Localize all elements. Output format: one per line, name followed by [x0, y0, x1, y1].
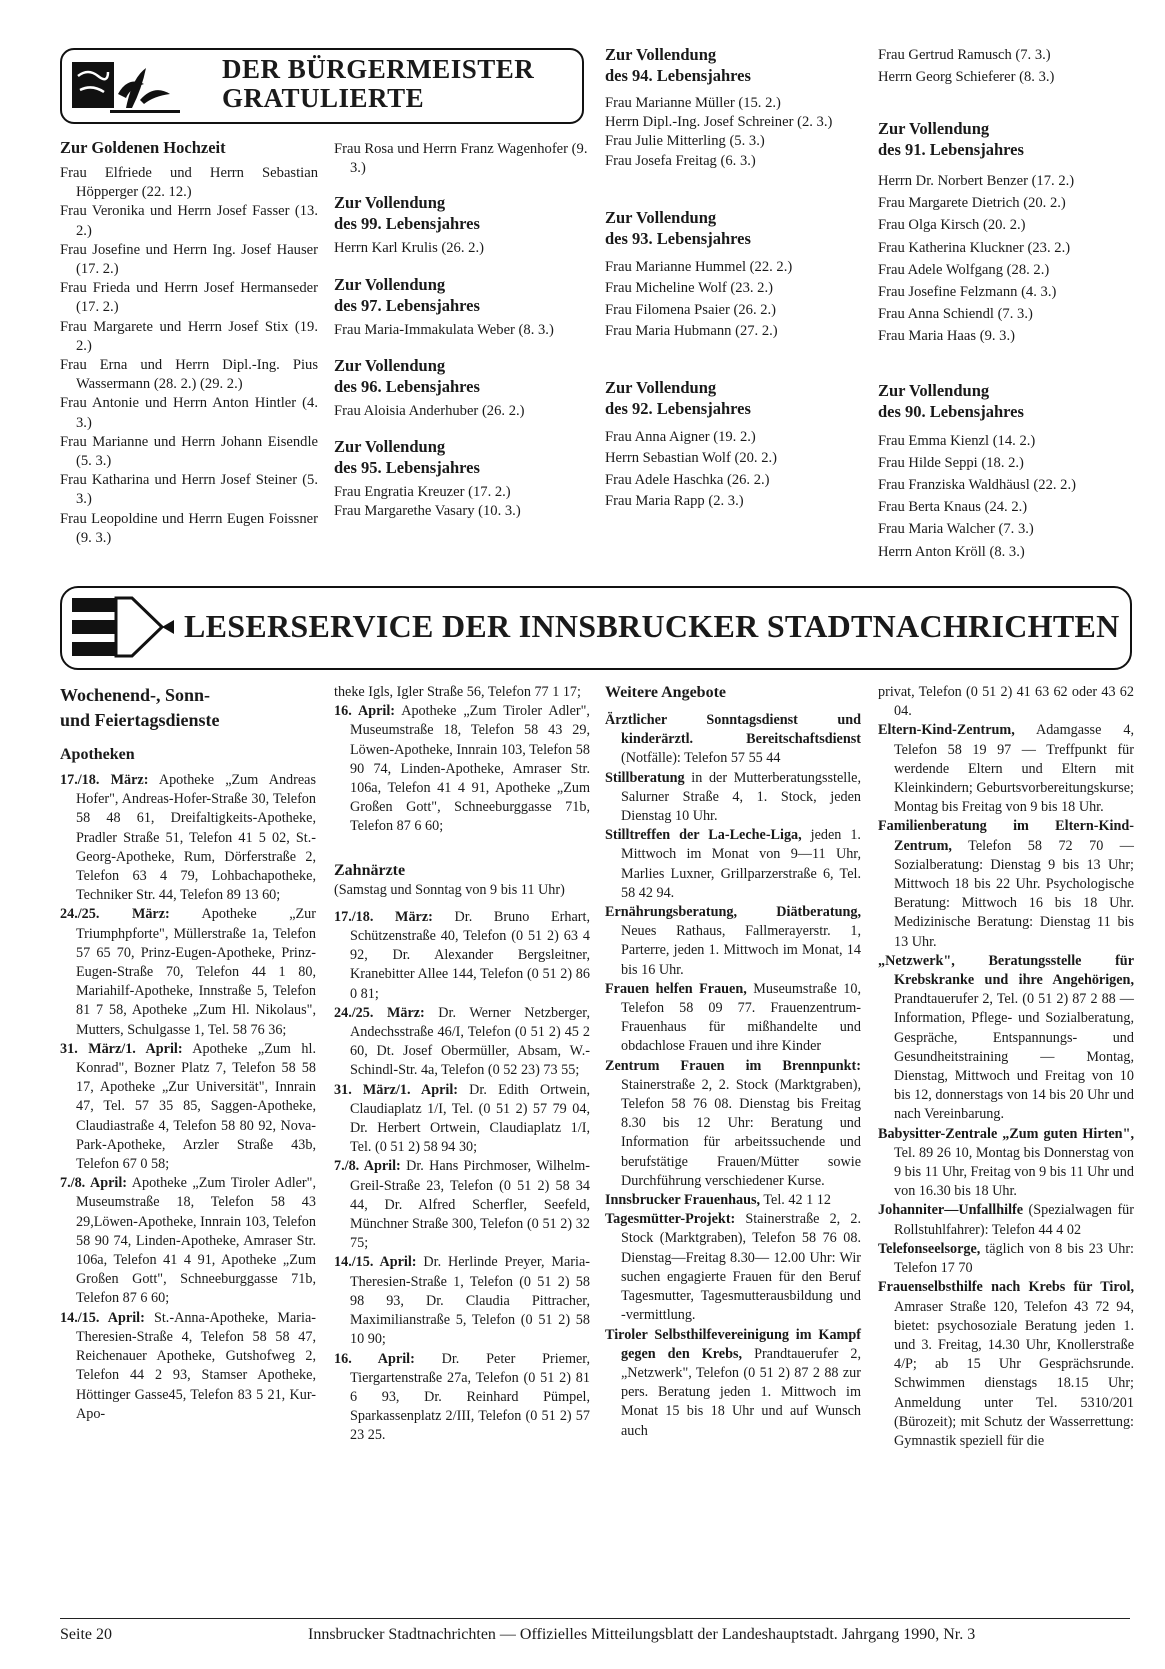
list-item: Frau Leopoldine und Herrn Eugen Foissner (9. 3.): [60, 510, 318, 546]
entry-date: 14./15. April:: [334, 1254, 417, 1271]
entry-text: Apotheke „Zum hl. Konrad", Bozner Platz 7, Telefon 58 58 17, Apotheke „Zur Universität", Innrain 47, Tel. 57 35 85, Saggen-Apotheke, Claudiastraße 4, Telefon 58 80 92, Nova-Park-Apotheke, Arzler Straße 43b, Telefon 67 0 58;: [76, 1040, 316, 1173]
entry-title: Johanniter—Unfallhilfe: [878, 1202, 1024, 1219]
subsection-heading: Zahnärzte: [334, 861, 406, 879]
entry-title: Frauenselbsthilfe nach Krebs für Tirol,: [878, 1279, 1134, 1296]
service-column-3: [605, 683, 861, 1441]
heading-line: des 92. Lebensjahres: [605, 398, 751, 418]
list-item: [60, 1040, 316, 1174]
list-item: [878, 1278, 1134, 1451]
list-item: Frau Micheline Wolf (23. 2.): [605, 280, 773, 297]
entry-date: 24./25. März:: [334, 1004, 425, 1021]
list-item: [878, 1240, 1134, 1278]
list-item: Frau Adele Wolfgang (28. 2.): [878, 261, 1050, 278]
list-item: Frau Emma Kienzl (14. 2.): [878, 432, 1036, 449]
entry-text: Stainerstraße 2, 2. Stock (Marktgraben), Telefon 58 76 08. Dienstag bis Freitag 8.30 bis 12 Uhr: Beratung und Information für arbeitssuchende und berufstätige Frauen/Mütter sowie Durchführung verschiedener Kurse.: [621, 1076, 861, 1189]
list-item: Frau Josefine und Herrn Ing. Josef Hauser (17. 2.): [60, 241, 318, 278]
section-heading: [605, 207, 867, 249]
entry-text: Apotheke „Zum Andreas Hofer", Andreas-Hofer-Straße 30, Telefon 58 48 61, Dreifaltigkeits-Apotheke, Pradler Straße 51, Telefon 41 5 02, St.-Georg-Apotheke, Rum, Dörferstraße 2, Telefon 63 4 79, Lohbachapotheke, Techniker Str. 44, Telefon 89 13 60;: [76, 772, 316, 904]
list-item: Frau Josefa Freitag (6. 3.): [605, 152, 756, 169]
list-item: [334, 702, 590, 836]
list-item: Frau Veronika und Herrn Josef Fasser (13. 2.): [60, 203, 318, 239]
heading-line: des 93. Lebensjahres: [605, 228, 751, 248]
entry-text: Dr. Edith Ortwein, Claudiaplatz 1/I, Tel. (0 51 2) 57 79 04, Dr. Herbert Ortwein, Claudiaplatz 1/I, Tel. (0 51 2) 58 94 30;: [350, 1081, 591, 1156]
list-item: [60, 1309, 316, 1424]
list-item: [334, 1081, 590, 1158]
entry-date: 16. April:: [334, 703, 395, 720]
list-item: [878, 721, 1134, 817]
list-item: Frau Margarethe Vasary (10. 3.): [334, 503, 521, 520]
entry-date: 7./8. April:: [60, 1175, 127, 1192]
entry-title: Frauen helfen Frauen,: [605, 980, 747, 997]
section-heading: [878, 118, 1136, 160]
list-item: [60, 771, 316, 905]
entry-text: Neues Rathaus, Fallmerayerstr. 1, Parterre, jeden 1. Mittwoch im Monat, 14 bis 16 Uhr.: [621, 923, 861, 978]
list-item: Frau Anna Schiendl (7. 3.): [878, 306, 1033, 323]
banner-title-line1: DER BÜRGERMEISTER: [222, 54, 535, 84]
entry-text: Apotheke „Zum Tiroler Adler", Museumstraße 18, Telefon 58 43 29, Löwen-Apotheke, Innrain 103, Telefon 58 90 74, Linden-Apotheke, Amraser Str. 106a, Telefon 41 4 91, Apotheke „Zum Großen Gott", Schneeburggasse 71b, Telefon 87 6 60;: [350, 703, 590, 835]
entry-title: Stilltreffen der La-Leche-Liga,: [605, 827, 802, 844]
entry-text: jeden 1. Mittwoch im Monat von 9—11 Uhr, Marlies Luxner, Grillparzerstraße 6, Tel. 58 42 94.: [621, 827, 861, 901]
list-item: [605, 1191, 861, 1210]
list-item: [334, 1253, 590, 1349]
list-item: Frau Marianne Müller (15. 2.): [605, 95, 781, 111]
entry-text: Telefon 58 72 70 — Sozialberatung: Dienstag 9 bis 13 Uhr; Mittwoch 18 bis 22 Uhr. Psychologische Beratung: Mittwoch 16 bis 18 Uhr. Medizinische Beratung: Dienstag 11 bis 13 Uhr.: [894, 837, 1134, 950]
section-heading: [605, 377, 867, 419]
heading-line: Zur Vollendung: [605, 377, 717, 397]
entry-title: Babysitter-Zentrale „Zum guten Hirten",: [878, 1125, 1134, 1142]
entry-text: St.-Anna-Apotheke, Maria-Theresien-Straße 4, Telefon 58 58 47, Reichenauer Apotheke, Gutshofweg 2, Telefon 44 2 93, Stamser Apotheke, Höttinger Gasse45, Telefon 83 5 21, Kur-Apo-: [76, 1309, 316, 1422]
entry-text: täglich von 8 bis 23 Uhr: Telefon 17 70: [894, 1240, 1134, 1277]
heading-line: des 95. Lebensjahres: [334, 458, 480, 478]
entry-date: 7./8. April:: [334, 1158, 401, 1175]
entry-text: Dr. Hans Pirchmoser, Wilhelm-Greil-Straße 23, Telefon (0 51 2) 58 34 44, Dr. Alfred Scherfler, Seefeld, Münchner Straße 300, Telefon (0 51 2) 32 75;: [350, 1158, 590, 1252]
list-item: Herrn Anton Kröll (8. 3.): [878, 543, 1025, 560]
list-item: Frau Katherina Kluckner (23. 2.): [878, 239, 1071, 256]
list-item: Frau Frieda und Herrn Josef Hermanseder (17. 2.): [60, 280, 318, 316]
heading-line: Zur Vollendung: [334, 193, 446, 213]
entry-text: (Spezialwagen für Rollstuhlfahrer): Telefon 44 4 02: [894, 1202, 1134, 1238]
service-banner-title: LESERSERVICE DER INNSBRUCKER STADTNACHRICHTEN: [184, 608, 1120, 644]
schedule-note: (Samstag und Sonntag von 9 bis 11 Uhr): [334, 881, 565, 898]
list-item: Frau Franziska Waldhäusl (22. 2.): [878, 477, 1076, 494]
entry-text: Prandtauerufer 2, Tel. (0 51 2) 87 2 88 — Information, Pflege- und Sozialberatung, Gespräche, Entspannungs- und Gesundheitstraining — Montag, Dienstag, Mittwoch und Freitag von 10 bis 12, donnerstags von 14 bis 20 Uhr und nach Vereinbarung.: [894, 991, 1134, 1123]
heading-line: Zur Vollendung: [334, 355, 446, 375]
entry-title: Telefonseelsorge,: [878, 1240, 981, 1257]
list-item: Frau Berta Knaus (24. 2.): [878, 499, 1028, 516]
page-footer: [60, 1625, 1130, 1645]
birthday-column-4: [878, 44, 1136, 563]
section-heading: [878, 380, 1136, 422]
list-item: [605, 903, 861, 980]
entry-title: Stillberatung: [605, 769, 685, 786]
heading-line: Zur Vollendung: [605, 207, 717, 227]
banner-title-line2: GRATULIERTE: [222, 83, 425, 113]
entry-title: Ärztlicher Sonntagsdienst und kinderärztl. Bereitschaftsdienst: [605, 712, 861, 748]
entry-text: (Notfälle): Telefon 57 55 44: [621, 750, 781, 767]
entry-date: 31. März/1. April:: [334, 1081, 458, 1098]
heading-line: des 99. Lebensjahres: [334, 214, 480, 234]
list-item: Frau Anna Aigner (19. 2.): [605, 428, 756, 445]
heading-line: Zur Vollendung: [334, 437, 446, 457]
list-item: [878, 1125, 1134, 1202]
heading-line: Zur Vollendung: [605, 45, 717, 64]
list-item: [334, 1157, 590, 1253]
list-item: [878, 817, 1134, 951]
entry-date: 31. März/1. April:: [60, 1040, 183, 1057]
entry-date: 14./15. April:: [60, 1309, 145, 1326]
section-heading: Weitere Angebote: [605, 684, 727, 701]
entry-date: 16. April:: [334, 1350, 415, 1367]
list-item: Frau Antonie und Herrn Anton Hintler (4. 3.): [60, 395, 318, 431]
list-item: Frau Margarete und Herrn Josef Stix (19. 2.): [60, 318, 318, 354]
list-item: Frau Josefine Felzmann (4. 3.): [878, 284, 1057, 301]
publication-line: Innsbrucker Stadtnachrichten — Offizielles Mitteilungsblatt der Landeshauptstadt. Jahrgang 1990, Nr. 3: [308, 1626, 976, 1643]
list-item: [605, 826, 861, 903]
entry-text: Amraser Straße 120, Telefon 43 72 94, bietet: psychosoziale Beratung jeden 1. und 3. Freitag, 14.30 Uhr, Knollerstraße 4/P; ab 15 Uhr Gesprächsrunde. Schwimmen dienstags 18.15 Uhr; Anmeldung unter Tel. 5310/201 (Bürozeit); mit Schutz der Wasserrettung: Gymnastik speziell für die: [894, 1298, 1134, 1449]
service-column-2: [334, 683, 590, 1446]
section-heading: [605, 44, 867, 86]
heading-line: Zur Vollendung: [878, 380, 990, 400]
list-item: [878, 683, 1134, 721]
entry-text: Dr. Werner Netzberger, Andechsstraße 46/I, Telefon (0 51 2) 45 2 60, Dt. Josef Obermüller, Absam, W.-Schindl-Str. 4a, Telefon (0 52 23) 73 55;: [350, 1004, 590, 1079]
section-heading: [334, 192, 594, 234]
entry-text: in der Mutterberatungsstelle, Salurner Straße 4, 1. Stock, jeden Dienstag 10 Uhr.: [621, 769, 861, 825]
entry-text: Tel. 89 26 10, Montag bis Donnerstag von 9 bis 11 Uhr, Freitag von 9 bis 11 Uhr und von 16.30 bis 18 Uhr.: [894, 1144, 1134, 1200]
list-item: Frau Adele Haschka (26. 2.): [605, 471, 770, 488]
list-item: Frau Hilde Seppi (18. 2.): [878, 454, 1024, 471]
list-item: Herrn Karl Krulis (26. 2.): [334, 240, 484, 257]
list-item: [605, 769, 861, 827]
reader-service-banner: [60, 586, 1132, 670]
section-heading: [334, 436, 594, 478]
list-item: [60, 1174, 316, 1308]
list-item: Frau Maria Walcher (7. 3.): [878, 521, 1034, 538]
entry-title: Zentrum Frauen im Brennpunkt:: [605, 1057, 861, 1074]
heading-line: des 96. Lebensjahres: [334, 376, 480, 396]
list-item: [605, 711, 861, 769]
list-item: [605, 1326, 861, 1441]
list-item: [605, 980, 861, 1057]
list-item: Frau Gertrud Ramusch (7. 3.): [878, 47, 1051, 63]
list-item: [878, 952, 1134, 1125]
heading-line: des 90. Lebensjahres: [878, 401, 1024, 421]
entry-text: privat, Telefon (0 51 2) 41 63 62 oder 43 62 04.: [878, 684, 1134, 720]
list-item: [605, 1210, 861, 1325]
page-number: Seite 20: [60, 1626, 112, 1643]
list-item: Frau Marianne Hummel (22. 2.): [605, 258, 793, 275]
list-item: Frau Olga Kirsch (20. 2.): [878, 217, 1026, 234]
entry-title: Familienberatung im Eltern-Kind-Zentrum,: [878, 818, 1134, 854]
section-heading: Zur Goldenen Hochzeit: [60, 138, 226, 157]
list-item: Frau Aloisia Anderhuber (26. 2.): [334, 402, 525, 419]
entry-text: Tel. 42 1 12: [760, 1192, 831, 1209]
entry-title: Tagesmütter-Projekt:: [605, 1211, 736, 1228]
list-item: Frau Julie Mitterling (5. 3.): [605, 133, 765, 150]
heading-line: des 94. Lebensjahres: [605, 66, 751, 85]
list-item: [334, 908, 590, 1004]
entry-text: Dr. Peter Priemer, Tiergartenstraße 27a, Telefon (0 51 2) 81 6 93, Dr. Reinhard Pümpel, Sparkassenplatz 2/III, Telefon (0 51 2) 57 23 25.: [350, 1350, 590, 1444]
section-heading: [334, 274, 594, 316]
service-column-4: [878, 683, 1134, 1451]
heading-line: Zur Vollendung: [334, 274, 446, 294]
list-item: Herrn Georg Schieferer (8. 3.): [878, 69, 1055, 85]
entry-text: Adamgasse 4, Telefon 58 19 97 — Treffpunkt für werdende Eltern und Eltern mit Kleinkindern; Geburtsvorbereitungskurse; Montag bis Freitag von 9 bis 18 Uhr.: [894, 722, 1134, 816]
entry-text: Apotheke „Zur Triumphpforte", Müllerstraße 1a, Telefon 57 65 70, Prinz-Eugen-Apotheke, Prinz-Eugen-Straße 70, Telefon 44 1 80, Mariahilf-Apotheke, Innstraße 5, Telefon 81 7 58, Apotheke „Zum Hl. Nikolaus", Mutters, Schulgasse 1, Tel. 58 76 36;: [76, 906, 317, 1038]
list-item: Herrn Sebastian Wolf (20. 2.): [605, 450, 778, 467]
entry-date: 17./18. März:: [334, 908, 433, 925]
list-item: Herrn Dr. Norbert Benzer (17. 2.): [878, 173, 1075, 189]
entry-text: Stainerstraße 2, 2. Stock (Marktgraben), Telefon 58 76 08. Dienstag—Freitag 8.30— 12.00 Uhr: Wir suchen engagierte Frauen für den Beruf Tagesmutter, Tagesmutterausbildung und -vermittlung.: [621, 1211, 861, 1324]
entry-text: Museumstraße 10, Telefon 58 09 77. Frauenzentrum-Frauenhaus für mißhandelte und obdachlose Frauen und ihre Kinder: [621, 980, 861, 1055]
list-item: Frau Engratia Kreuzer (17. 2.): [334, 484, 511, 501]
golden-wedding-column: [60, 137, 318, 548]
list-item: Herrn Dipl.-Ing. Josef Schreiner (2. 3.): [605, 114, 833, 131]
list-item: Frau Maria Hubmann (27. 2.): [605, 323, 778, 340]
mayor-banner: [60, 48, 584, 124]
list-item: Frau Maria Rapp (2. 3.): [605, 493, 744, 510]
list-item: [334, 683, 590, 702]
list-item: Frau Erna und Herrn Dipl.-Ing. Pius Wassermann (28. 2.) (29. 2.): [60, 357, 318, 393]
heading-line: und Feiertagsdienste: [60, 710, 220, 730]
heading-line: Wochenend-, Sonn-: [60, 685, 211, 705]
service-column-1: [60, 683, 316, 1424]
section-heading: [60, 683, 316, 733]
subsection-heading: Apotheken: [60, 746, 135, 763]
list-item: Frau Katharina und Herrn Josef Steiner (5. 3.): [60, 472, 318, 508]
pencil-arrow-icon: [72, 596, 182, 658]
heading-line: des 91. Lebensjahres: [878, 140, 1024, 159]
list-item: [60, 905, 316, 1039]
entry-date: 24./25. März:: [60, 906, 170, 923]
list-item: Frau Rosa und Herrn Franz Wagenhofer (9. 3.): [334, 141, 588, 177]
footer-rule: [60, 1618, 1130, 1619]
entry-title: Tiroler Selbsthilfevereinigung im Kampf gegen den Krebs,: [605, 1326, 861, 1362]
list-item: [334, 1004, 590, 1081]
list-item: Frau Filomena Psaier (26. 2.): [605, 301, 777, 318]
entry-text: Apotheke „Zum Tiroler Adler", Museumstraße 18, Telefon 58 43 29,Löwen-Apotheke, Innrain 103, Telefon 58 90 74, Linden-Apotheke, Amraser Str. 106a, Telefon 41 4 91, Apotheke „Zum Großen Gott", Schneeburggasse 71b, Telefon 87 6 60;: [76, 1175, 316, 1307]
heading-line: des 97. Lebensjahres: [334, 295, 480, 315]
list-item: [334, 1350, 590, 1446]
list-item: Frau Marianne und Herrn Johann Eisendle (5. 3.): [60, 433, 318, 470]
birthday-column-3: [605, 44, 867, 513]
entry-title: Eltern-Kind-Zentrum,: [878, 722, 1015, 739]
section-heading: [334, 355, 594, 397]
entry-text: Prandtauerufer 2, „Netzwerk", Telefon (0 51 2) 87 2 88 zur pers. Beratung jeden 1. Mittwoch im Monat 15 bis 18 Uhr und auf Wunsch auch: [621, 1345, 861, 1439]
flower-icon: [70, 56, 195, 116]
entry-date: 17./18. März:: [60, 772, 149, 788]
list-item: Frau Maria Haas (9. 3.): [878, 328, 1015, 345]
list-item: [878, 1201, 1134, 1239]
entry-title: „Netzwerk", Beratungsstelle für Krebskranke und ihre Angehörigen,: [878, 952, 1134, 989]
heading-line: Zur Vollendung: [878, 119, 990, 138]
entry-text: theke Igls, Igler Straße 56, Telefon 77 1 17;: [334, 684, 581, 700]
list-item: Frau Margarete Dietrich (20. 2.): [878, 195, 1066, 212]
entry-text: Dr. Herlinde Preyer, Maria-Theresien-Straße 1, Telefon (0 51 2) 58 98 93, Dr. Claudia Pittracher, Maximilianstraße 5, Telefon (0 51 2) 58 10 90;: [350, 1254, 590, 1348]
list-item: [605, 1057, 861, 1191]
list-item: Frau Elfriede und Herrn Sebastian Höpperger (22. 12.): [60, 165, 318, 201]
list-item: Frau Maria-Immakulata Weber (8. 3.): [334, 321, 554, 338]
birthday-column-2: [334, 140, 594, 521]
entry-text: Dr. Bruno Erhart, Schützenstraße 40, Telefon (0 51 2) 63 4 92, Dr. Alexander Bergsleitner, Kranebitter Allee 144, Telefon (0 51 2) 86 0 81;: [350, 908, 590, 1002]
entry-title: Innsbrucker Frauenhaus,: [605, 1192, 761, 1209]
entry-title: Ernährungsberatung, Diätberatung,: [605, 904, 861, 921]
